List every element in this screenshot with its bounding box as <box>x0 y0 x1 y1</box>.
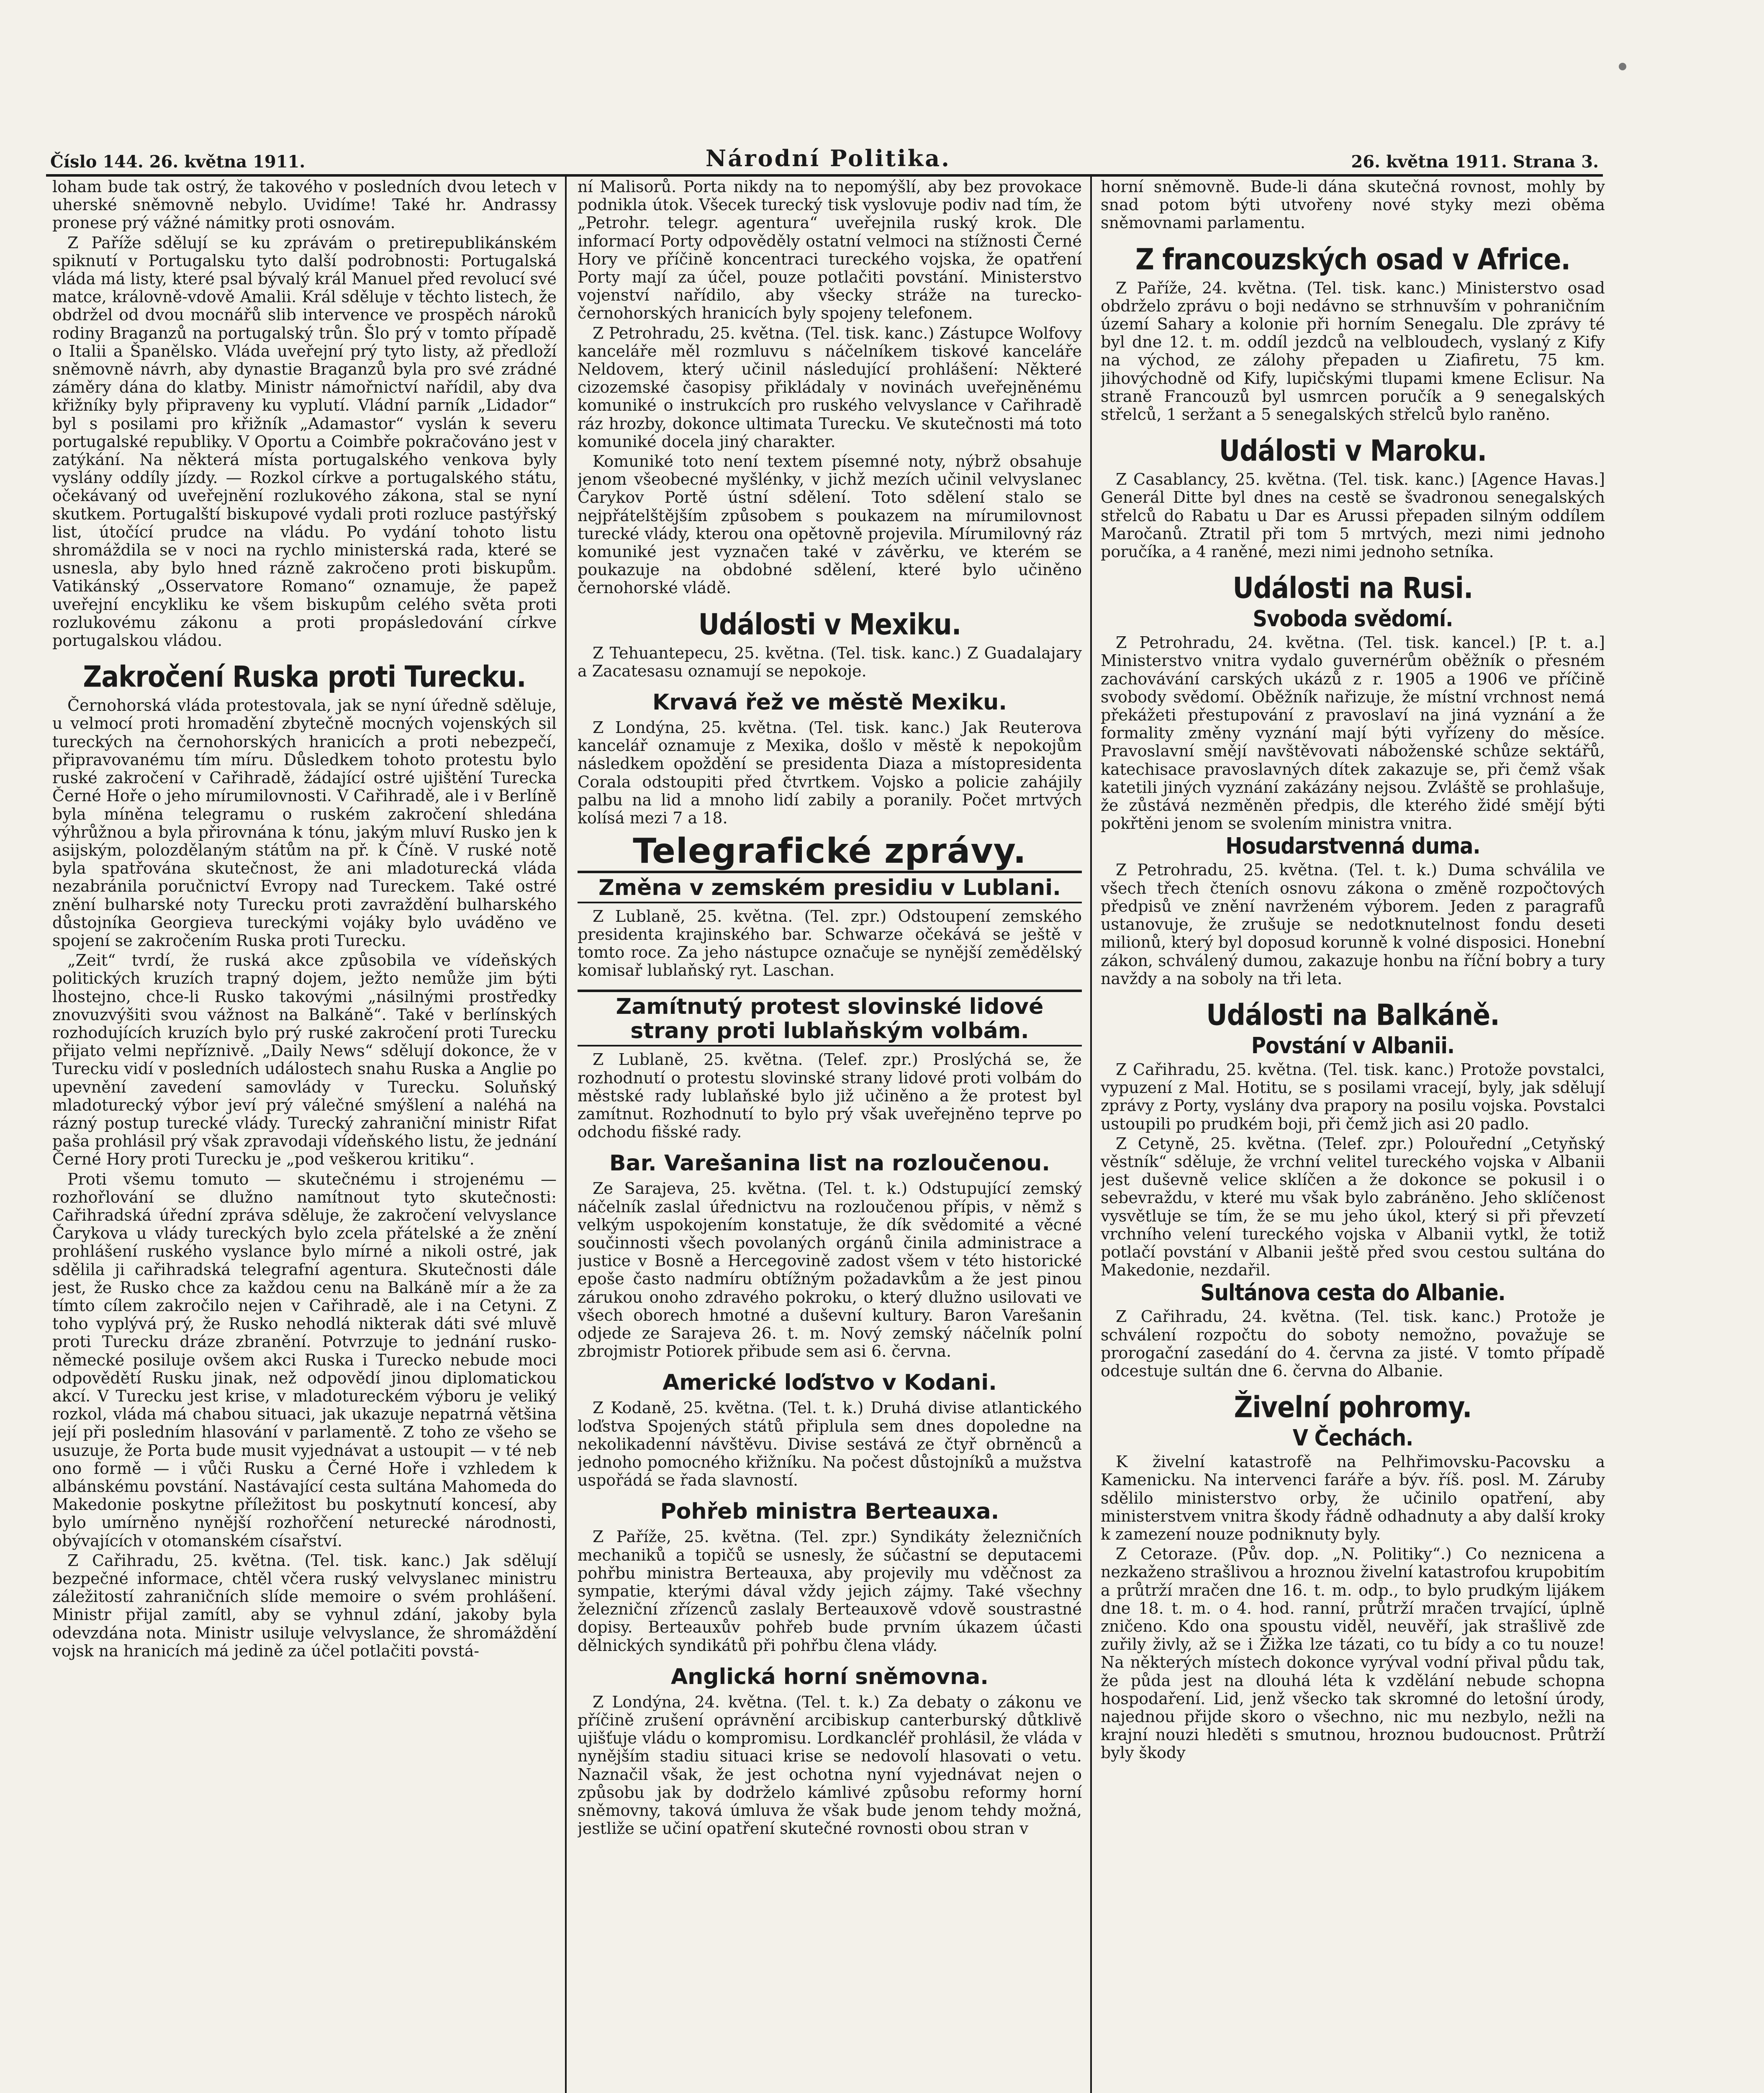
article-headline: Bar. Varešanina list na rozloučenou. <box>609 1151 1050 1176</box>
article-text: Z Paříže sdělují se ku zprávám o pretirepublikánském spiknutí v Portugalsku tyto další podrobnosti: Portugalská vláda má listy, které psal bývalý král Manuel před revolucí své matce, královně-vdově Amalii. Král sděluje v těchto listech, že obdržel od dvou mocnářů slib intervence ve prospěch nároků rodiny Braganzů na portugalský trůn. Šlo prý v tomto případě o Italii a Španělsko. Vláda uveřejní prý tyto listy, až předloží sněmovně návrh, aby dynastie Braganzů byla pro své zrádné záměry dána do klatby. Ministr námořnictví nařídil, aby dva křižníky byly připraveny ku vyplutí. Vládní parník „Lidador“ byl s posilami pro křižník „Adamastor“ vyslán k severu portugalské republiky. V Oportu a Coimbře pokračováno jest v zatýkání. Na některá místa portugalského venkova byly vyslány oddíly jízdy. — Rozkol církve a portugalského státu, očekávaný od uveřejnění rozlukového zákona, stal se nyní skutkem. Portugalští biskupové vydali proti rozluce pastýřský list, útočící prudce na vládu. Po vydání tohoto listu shromáždila se v noci na rychlo ministerská rada, které se usnesla, aby bylo hned rázně zakročeno proti biskupům. Vatikánský „Osservatore Romano“ oznamuje, že papež uveřejní encykliku ke všem biskupům celého světa proti rozlukovému zákonu a proti propásledování církve portugalskou vládou. <box>52 233 557 650</box>
masthead-title: Národní Politika. <box>705 145 951 172</box>
article-headline: Změna v zemském presidiu v Lublani. <box>578 871 1082 903</box>
column-divider <box>565 176 567 2093</box>
article-subheadline: V Čechách. <box>1292 1424 1413 1451</box>
article-text: Z Casablancy, 25. května. (Tel. tisk. kanc.) [Agence Havas.] Generál Ditte byl dnes na cestě se švadronou senegalských střelců do Rabatu u Dar es Arussi přepaden silným oddílem Maročanů. Ztratil při tom 5 mrtvých, mezi nimi jednoho poručíka, a 4 raněné, mezi nimi jednoho setníka. <box>1101 470 1605 561</box>
article-text: Z Petrohradu, 24. května. (Tel. tisk. kancel.) [P. t. a.] Ministerstvo vnitra vydalo guvernérům oběžník o přesném zachovávání carských ukázů z r. 1905 a 1906 ve příčině svobody svědomí. Oběžník nařizuje, že místní vrchnost nemá překážeti přestupování z pravoslaví na jiná vyznání a že formality změny vyznání mají býti vyřízeny do měsíce. Pravoslavní smějí navštěvovati náboženské schůze sektářů, katechisace pravoslavných dítek zakazuje se, při čemž však katetili jiných vyznání zakázány nejsou. Zvláště se prohlašuje, že zůstává nezměněn předpis, dle kterého židé smějí býti pokřtěni jenom se svolením ministra vnitra. <box>1101 633 1605 833</box>
article-text: Ze Sarajeva, 25. května. (Tel. t. k.) Odstupující zemský náčelník zaslal úřednictvu na rozloučenou přípis, v němž s velkým uspokojením konstatuje, že dík svědomité a věcné součinnosti všech povolaných orgánů činila administrace a justice v Bosně a Hercegovině zadost všem v této historické epoše často nadmíru obtížným požadavkům a že jest pinou zárukou onoho zdravého pokroku, o který dlužno usilovati ve všech oborech hmotné a duševní kultury. Baron Varešanin odjede ze Sarajeva 26. t. m. Nový zemský náčelník polní zbrojmistr Potiorek přibude sem asi 6. června. <box>578 1179 1082 1361</box>
article-subheadline: Svoboda svědomí. <box>1253 605 1453 632</box>
article-text: Z Cetoraze. (Pův. dop. „N. Politiky“.) Co neznicena a nezkaženo strašlivou a hroznou živelní katastrofou krupobitím a průtrží mračen dne 16. t. m. odp., to bylo prudkým lijákem dne 18. t. m. o 4. hod. ranní, průtrží mračen trvající, úplně zničeno. Kdo ona spoustu viděl, neuvěří, jak strašlivě zde zuřily živly, až se i Žižka lze tázati, co tu bídy a co tu nouze! Na některých místech dokonce vyrýval vodní přival půdu tak, že půda jest na dlouhá léta k vzdělání nebude schopna hospodaření. Lid, jenž všecko tak skromné do letošní úrody, najednou přijde skoro o všechno, nic mu nezbylo, nežli na krajní nouzi hleděti s smutnou, hroznou budoucnost. Průtrží byly škody <box>1101 1545 1605 1762</box>
article-text: Z Cařihradu, 25. května. (Tel. tisk. kanc.) Jak sdělují bezpečné informace, chtěl včera ruský velvyslanec ministru záležitostí zahraničních slíde memoire o svém prohlášení. Ministr přijal zamítl, aby se vyhnul zdání, jakoby byla odevzdána nota. Ministr usiluje velvyslance, že shromáždění vojsk na hranicích má jedině za účel potlačiti povstá- <box>52 1551 557 1660</box>
article-text: Z Tehuantepecu, 25. května. (Tel. tisk. kanc.) Z Guadalajary a Zacatesasu oznamují se nepokoje. <box>578 643 1082 680</box>
article-text: horní sněmovně. Bude-li dána skutečná rovnost, mohly by snad potom býti utvořeny nové styky mezi oběma sněmovnami parlamentu. <box>1101 178 1605 232</box>
article-headline: Události v Maroku. <box>1219 433 1487 468</box>
header-rule <box>46 174 1603 177</box>
article-text: K živelní katastrofě na Pelhřimovsku-Pacovsku a Kamenicku. Na intervenci faráře a býv. říš. posl. M. Záruby sdělilo ministerstvo orby, že učinilo opatření, aby ministerstvem vnitra škody řádně odhadnuty a aby další kroky k zamezení nouze podniknuty byly. <box>1101 1453 1605 1543</box>
article-text: Z Kodaně, 25. května. (Tel. t. k.) Druhá divise atlantického loďstva Spojených států připlula sem dnes dopoledne na nekolikadenní návštěvu. Divise sestává ze čtyř obrněnců a jednoho pomocného křižníku. Na počest důstojníků a mužstva uspořádá se řada slavností. <box>578 1399 1082 1490</box>
column-2 <box>578 178 1082 2093</box>
article-text: loham bude tak ostrý, že takového v posledních dvou letech v uherské sněmovně nebylo. Uvidíme! Také hr. Andrassy pronese prý vážné námitky proti osnovám. <box>52 178 557 232</box>
article-text: ní Malisorů. Porta nikdy na to nepomýšlí, aby bez provokace podnikla útok. Všecek turecký tisk vyslovuje podiv nad tím, že „Petrohr. telegr. agentura“ uveřejnila ruský krok. Dle informací Porty odpověděly ostatní velmoci na stížnosti Černé Hory ve příčině koncentraci tureckého vojska, že opatření Porty mají za účel, pouze potlačiti povstání. Ministerstvo vojenství nařídilo, aby všecky stráže na turecko-černohorských hranicích byly spojeny telefonem. <box>578 178 1082 323</box>
article-text: Komuniké toto není textem písemné noty, nýbrž obsahuje jenom všeobecné myšlénky, v jichž mezích učinil velvyslanec Čarykov Portě ústní sdělení. Toto sdělení stalo se nejpřátelštějším způsobem s poukazem na mírumilovnost turecké vlády, kterou ona opětovně projevila. Mírumilovný ráz komuniké jest vyznačen také v závěrku, ve kterém se poukazuje na obdobné sdělení, které bylo učiněno černohorské vládě. <box>578 452 1082 597</box>
article-headline: Zamítnutý protest slovinské lidové strany proti lublaňským volbám. <box>578 990 1082 1046</box>
header-issue: Číslo 144. 26. května 1911. <box>50 152 306 172</box>
article-headline: Zakročení Ruska proti Turecku. <box>83 659 526 694</box>
article-text: Z Londýna, 24. května. (Tel. t. k.) Za debaty o zákonu ve příčině zrušení oprávnění arcibiskup canterburský důtklivě ujišťuje vládu o kompromisu. Lordkancléř prohlásil, že vláda v nynějším stadiu situaci krise se nedovolí hlasovati o vetu. Naznačil však, že jest ochotna nyní vyjednávat nejen o způsobu jak by dodrželo kámlivé způsobu reformy horní sněmovny, taková úmluva že však bude jenom tehdy možná, jestliže se učiní opatření skutečné rovnosti obou stran v <box>578 1692 1082 1838</box>
article-text: Z Lublaně, 25. května. (Telef. zpr.) Proslýchá se, že rozhodnutí o protestu slovinské strany lidové proti volbám do městské rady lublaňské bylo již učiněno a že protest byl zamítnut. Rozhodnutí to bylo prý však uveřejněno teprve po odchodu fišské rady. <box>578 1050 1082 1142</box>
article-text: Z Cařihradu, 24. května. (Tel. tisk. kanc.) Protože je schválení rozpočtu do soboty nemožno, považuje se prorogační zasedání do 4. června za jisté. V tomto případě odcestuje sultán dne 6. června do Albanie. <box>1101 1307 1605 1380</box>
article-headline: Události na Rusi. <box>1232 571 1473 605</box>
article-text: Černohorská vláda protestovala, jak se nyní úředně sděluje, u velmocí proti hromadění zbytečně mocných vojenských sil tureckých na černohorských hranicích a proti nebezpečí, připravovanému tím míru. Důsledkem tohoto protestu bylo ruské zakročení v Cařihradě, žádající ostré ujištění Turecka Černé Hoře o jeho mírumilovnosti. V Cařihradě, ale i v Berlíně byla míněna telegramu o ruském zakročení shledána výhrůžnou a byla přirovnána k tónu, jakým mluví Rusko jen k asijským, polozdělaným státům na př. k Číně. V ruské notě byla spatřována skutečnost, že ani mladoturecká vláda nezabránila poručnictví Evropy nad Tureckem. Také ostré znění bulharské noty Turecku proti zavraždění bulharského důstojníka Georgieva tureckými vojáky bylo uváděno ve spojení se zakročením Ruska proti Turecku. <box>52 696 557 950</box>
column-1 <box>52 178 557 2093</box>
article-text: Z Petrohradu, 25. května. (Tel. tisk. kanc.) Zástupce Wolfovy kanceláře měl rozmluvu s náčelníkem tiskové kanceláře Neldovem, který učinil následující prohlášení: Některé cizozemské časopisy přikládaly v novinách uveřejněnému komuniké o instrukcích pro ruského velvyslance v Cařihradě ráz hrozby, dokonce ultimata Turecku. Ve skutečnosti má toto komuniké docela jiný charakter. <box>578 324 1082 451</box>
article-subheadline: Povstání v Albanii. <box>1251 1032 1455 1059</box>
section-title: Telegrafické zprávy. <box>633 831 1027 872</box>
article-text: Z Paříže, 25. května. (Tel. zpr.) Syndikáty železničních mechaniků a topičů se usnesly, že súčastní se deputacemi pohřbu ministra Berteauxa, aby projevily mu vděčnost za sympatie, kterými dával vždy jejich zájmy. Také všechny železniční zřízenců zaslaly Berteauxově vdově soustrastné dopisy. Berteauxův pohřeb bude prvním úkazem účasti dělnických syndikátů při pohřbu člena vlády. <box>578 1527 1082 1655</box>
article-text: „Zeit“ tvrdí, že ruská akce způsobila ve vídeňských politických kruzích trapný dojem, ježto nemůže jim býti lhostejno, chce-li Rusko takovými „násilnými prostředky znovuzvýšiti svou vážnost na Balkáně“. Také v berlínských rozhodujících kruzích bylo prý ruské zakročení proti Turecku přijato velmi nepříznivě. „Daily News“ sdělují dokonce, že v Turecku vidí v posledních událostech snahu Ruska a Anglie po upevnění zavedení samovlády v Turecku. Soluňský mladoturecký výbor jeví prý válečné smýšlení a naléhá na rázný postup turecké vlády. Turecký zahraniční ministr Rifat paša prohlásil prý však zpravodaji vídeňského listu, že jednání Černé Hory proti Turecku je „pod veškerou kritiku“. <box>52 951 557 1169</box>
article-subheadline: Hosudarstvenná duma. <box>1225 833 1480 859</box>
article-text: Z Cařihradu, 25. května. (Tel. tisk. kanc.) Protože povstalci, vypuzení z Mal. Hotitu, se s posilami vracejí, byly, jak sdělují zprávy z Porty, vyslány dva prapory na posilu vojska. Povstalci ustoupili po prudkém boji, při čemž jich asi 20 padlo. <box>1101 1060 1605 1133</box>
article-headline: Z francouzských osad v Africe. <box>1135 242 1571 276</box>
page-header <box>50 138 1599 172</box>
column-3 <box>1101 178 1605 2093</box>
article-text: Proti všemu tomuto — skutečnému i strojenému — rozhořlování se dlužno namítnout tyto skutečnosti: Cařihradská úřední zpráva sděluje, že zakročení velvyslance Čarykova u vlády tureckých bylo zcela přátelské a že znění prohlášení ruského vyslance bylo mírné a nikoli ostré, jak sdělila ji cařihradská telegrafní agentura. Skutečnosti dále jest, že Rusko chce za každou cenu na Balkáně mír a že za tímto cílem zakročilo nejen v Cařihradě, ale i na Cetyni. Z toho vyplývá prý, že Rusko nehodlá nikterak dáti své mluvě proti Turecku dráze zbranění. Potvrzuje to jednání rusko-německé posiluje ovšem akci Ruska i Turecko nebude moci odpovědětí Rusku jinak, než odpovědí jinou diplomatickou akcí. V Turecku jest krise, v mladotureckém výboru je veliký rozkol, vláda má chabou situaci, jak ukazuje nepatrná většina její při posledním hlasování v parlamentě. Z toho ze všeho se usuzuje, že Porta bude musit vyjednávat a ustoupit — v té neb ono formě — i vůči Rusku a Černé Hoře i vzhledem k albánskému povstání. Nastávající cesta sultána Mahomeda do Makedonie poskytne příležitost bu poskytnutí koncesí, aby bylo umírněno nynější rozhořčení neturecké národnosti, obývajících v otomanském císařství. <box>52 1170 557 1550</box>
article-text: Z Lublaně, 25. května. (Tel. zpr.) Odstoupení zemského presidenta krajinského bar. Schwarze očekává se ještě v tomto roce. Za jeho nástupce označuje se nynější zemědělský komisař lublaňský ryt. Laschan. <box>578 907 1082 980</box>
article-text: Z Cetyně, 25. května. (Telef. zpr.) Polouřední „Cetyňský věstník“ sděluje, že vrchní velitel tureckého vojska v Albanii jest duševně velice sklíčen a že dokonce se pokusil i o sebevraždu, v které mu však bylo zabráněno. Jeho sklíčenost vysvětluje se tím, že se mu jeho úkol, který si při převzetí vrchního velení tureckého vojska v Albanii vytkl, že totiž potlačí povstání v Albanii ještě před svou cestou sultána do Makedonie, nezdařil. <box>1101 1134 1605 1280</box>
article-text: Z Londýna, 25. května. (Tel. tisk. kanc.) Jak Reuterova kancelář oznamuje z Mexika, došlo v městě k nepokojům následkem opoždění se presidenta Diaza a místopresidenta Corala odstoupiti před čtvrtkem. Vojsko a policie zahájily palbu na lid a mnoho lidí zabily a poranily. Počet mrtvých kolísá mezi 7 a 18. <box>578 718 1082 828</box>
column-divider <box>1090 176 1092 2093</box>
article-text: Z Petrohradu, 25. května. (Tel. t. k.) Duma schválila ve všech třech čteních osnovu zákona o změně rozpočtových předpisů ve znění navrženém výborem. Jeden z paragrafů ustanovuje, že zrušuje se nedotknutelnost fondu deseti milionů, který byl doposud korunně k volné disposici. Honební zákon, schválený dumou, zakazuje honbu na říční bobry a tury navždy a na soboly na tři leta. <box>1101 861 1605 988</box>
header-page-number: 26. května 1911. Strana 3. <box>1351 152 1599 172</box>
article-subheadline: Sultánova cesta do Albanie. <box>1200 1279 1505 1306</box>
ink-spot <box>1619 63 1626 70</box>
article-headline: Události na Balkáně. <box>1206 998 1500 1032</box>
article-subheadline: Krvavá řež ve městě Mexiku. <box>652 690 1007 715</box>
article-headline: Živelní pohromy. <box>1234 1390 1472 1424</box>
article-headline: Pohřeb ministra Berteauxa. <box>660 1499 999 1525</box>
article-headline: Anglická horní sněmovna. <box>671 1664 989 1689</box>
article-headline: Události v Mexiku. <box>698 607 961 641</box>
article-text: Z Paříže, 24. května. (Tel. tisk. kanc.) Ministerstvo osad obdrželo zprávu o boji nedávno se strhnuvším v pohraničním území Sahary a kolonie při horním Senegalu. Dle zprávy té byl dne 12. t. m. oddíl jezdců na velbloudech, vyslaný z Kify na východ, ze zálohy přepaden u Ziafiretu, 75 km. jihovýchodně od Kify, lupičskými tlupami kmene Eclisur. Na straně Francouzů byl usmrcen poručík a 9 senegalských střelců, 1 seržant a 5 senegalských střelců bylo raněno. <box>1101 278 1605 424</box>
article-headline: Americké loďstvo v Kodani. <box>662 1370 997 1396</box>
